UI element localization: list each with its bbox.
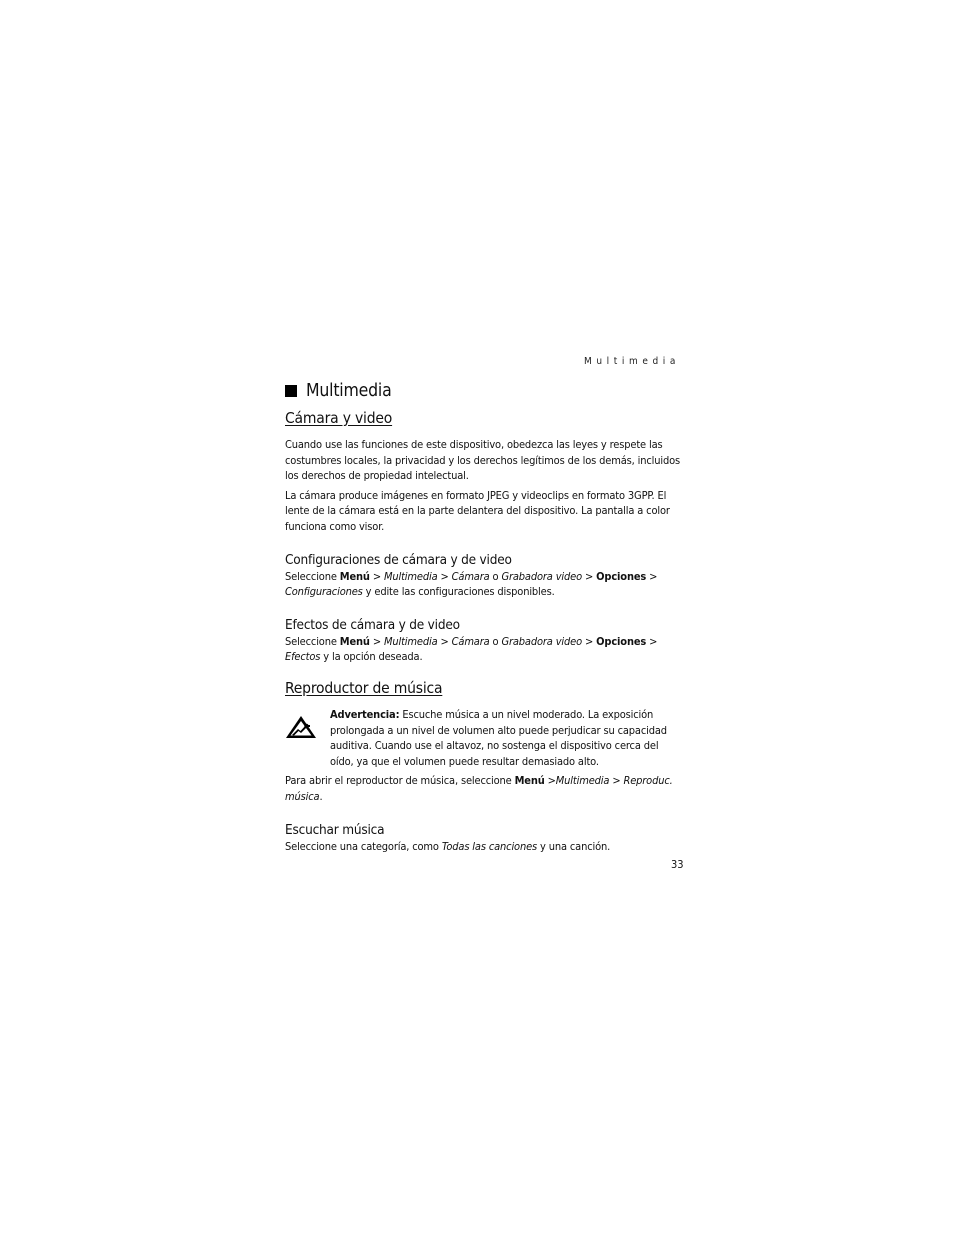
config-instructions: Seleccione Menú > Multimedia > Cámara o Grabadora video > Opciones > Configuraciones y edite las configuraciones disponibles. — [285, 569, 658, 599]
multimedia-term: Multimedia — [555, 774, 610, 788]
opciones-term: Opciones — [596, 569, 647, 583]
warning-label: Advertencia: — [330, 707, 400, 721]
reproduc-musica-term: Reproduc. música — [285, 774, 673, 803]
multimedia-term: Multimedia — [383, 569, 438, 583]
menu-term: Menú — [514, 774, 545, 788]
camera-paragraph-1: Cuando use las funciones de este dispositivo, obedezca las leyes y respete las costumbres locales, la privacidad y los derechos legítimos de los demás, incluidos los derechos de propiedad intelectual. — [285, 438, 680, 483]
configuraciones-term: Configuraciones — [285, 585, 363, 599]
square-bullet-icon — [285, 385, 297, 397]
camera-paragraph-2: La cámara produce imágenes en formato JPEG y videoclips en formato 3GPP. El lente de la cámara está en la parte delantera del dispositivo. La pantalla a color funciona como visor. — [285, 488, 670, 533]
camara-term: Cámara — [451, 569, 490, 583]
menu-term: Menú — [339, 569, 370, 583]
efectos-term: Efectos — [285, 650, 321, 664]
grabadora-term: Grabadora video — [501, 634, 582, 648]
warning-triangle-icon — [285, 707, 330, 773]
opciones-term: Opciones — [596, 634, 647, 648]
section-heading — [285, 378, 683, 404]
page-number: 33 — [671, 858, 684, 871]
open-player-instructions: Para abrir el reproductor de música, seleccione Menú >Multimedia > Reproduc. música. — [285, 774, 673, 803]
effects-heading: Efectos de cámara y de video — [285, 616, 460, 633]
camera-heading: Cámara y video — [285, 409, 393, 427]
music-player-heading: Reproductor de música — [285, 678, 443, 697]
menu-term: Menú — [339, 634, 370, 648]
camara-term: Cámara — [451, 634, 490, 648]
todas-canciones-term: Todas las canciones — [441, 839, 538, 853]
multimedia-term: Multimedia — [383, 634, 438, 648]
listen-heading: Escuchar música — [285, 821, 385, 838]
section-title: Multimedia — [306, 381, 392, 401]
warning-text: Advertencia: Escuche música a un nivel moderado. La exposición prolongada a un nivel de volumen alto puede perjudicar su capacidad auditiva. Cuando use el altavoz, no sostenga el dispositivo cerca del oído, ya que el volumen puede resultar demasiado alto. — [330, 707, 667, 768]
running-header: Multimedia — [583, 356, 680, 367]
effects-instructions: Seleccione Menú > Multimedia > Cámara o Grabadora video > Opciones > Efectos y la opción deseada. — [285, 634, 658, 664]
listen-instructions: Seleccione una categoría, como Todas las canciones y una canción. — [285, 839, 611, 853]
config-heading: Configuraciones de cámara y de video — [285, 551, 512, 568]
warning-block — [285, 707, 683, 773]
grabadora-term: Grabadora video — [501, 569, 582, 583]
page-content — [285, 378, 683, 854]
